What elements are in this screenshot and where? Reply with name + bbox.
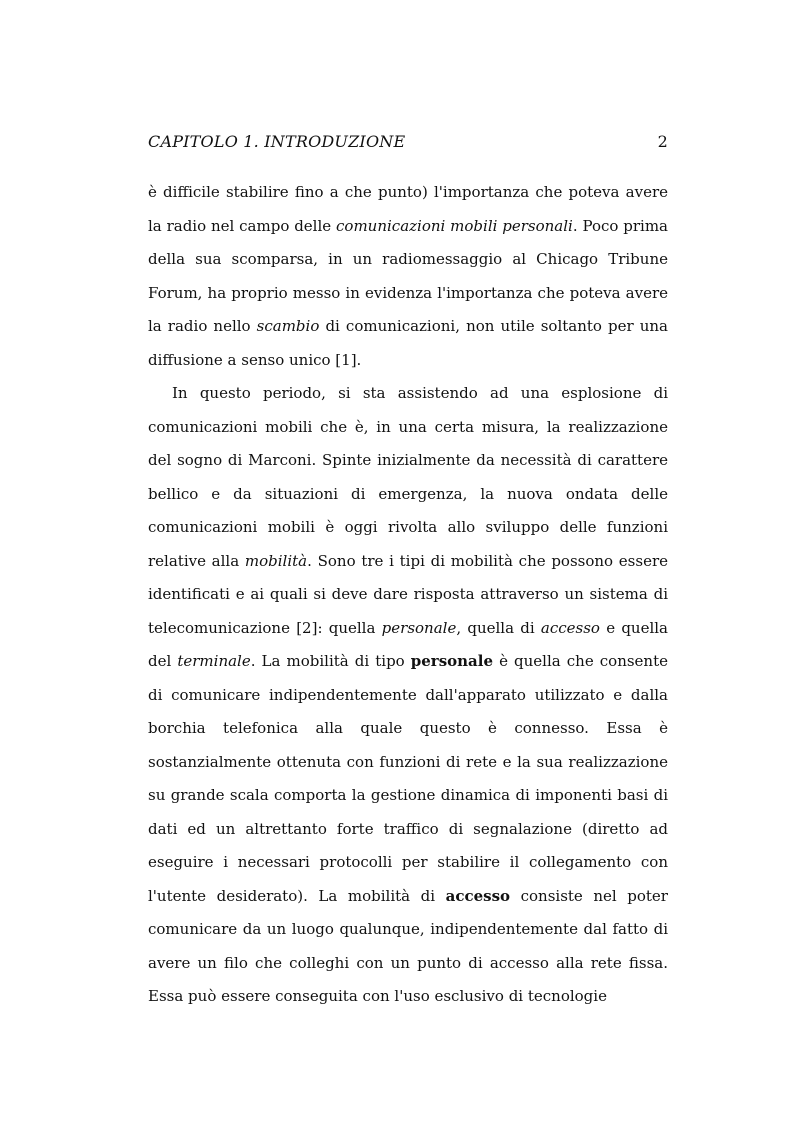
paragraph-2-segment: consiste nel poter comunicare da un luogo qualunque, indipendentemente dal fatto di avere un filo che colleghi con un punto di accesso alla rete fissa. Essa può essere conseguita con l'uso esclusivo di tecnologie	[148, 886, 668, 1005]
paragraph-2-bold-term: accesso	[445, 886, 511, 905]
paragraph-2-segment: , quella di	[456, 618, 541, 637]
paragraph-2-segment: In questo periodo, si sta assistendo ad una esplosione di comunicazioni mobili che è, in una certa misura, la realizzazione del sogno di Marconi. Spinte inizialmente da necessità di carattere bellico e da situazioni di emergenza, la nuova ondata delle comunicazioni mobili è oggi rivolta allo sviluppo delle funzioni relative alla	[148, 384, 668, 570]
paragraph-2-italic-term: terminale	[177, 652, 251, 670]
paragraph-2-italic-term: mobilità	[244, 551, 308, 570]
running-head	[148, 132, 668, 154]
paragraph-1	[148, 176, 668, 377]
paragraph-2-segment: . La mobilità di tipo	[250, 652, 411, 670]
paragraph-2-italic-term: accesso	[540, 618, 600, 637]
paragraph-2	[148, 377, 668, 1014]
paragraph-2-segment: è quella che consente di comunicare indipendentemente dall'apparato utilizzato e dalla borchia telefonica alla quale questo è connesso. Essa è sostanzialmente ottenuta con funzioni di rete e la sua realizzazione su grande scala comporta la gestione dinamica di imponenti basi di dati ed un altrettanto forte traffico di segnalazione (diretto ad eseguire i necessari protocolli per stabilire il collegamento con l'utente desiderato). La mobilità di	[148, 652, 668, 905]
paragraph-1-segment: è difficile stabilire fino a che punto) l'importanza che poteva avere la radio nel campo delle	[148, 183, 668, 235]
page-number: 2	[657, 132, 668, 151]
paragraph-2-bold-term: personale	[410, 652, 494, 670]
paragraph-1-segment: . Poco prima della sua scomparsa, in un radiomessaggio al Chicago Tribune Forum, ha proprio messo in evidenza l'importanza che poteva avere la radio nello	[148, 216, 668, 335]
chapter-title: CAPITOLO 1. INTRODUZIONE	[148, 132, 406, 151]
paragraph-2-italic-term: personale	[381, 618, 457, 637]
paragraph-1-segment: di comunicazioni, non utile soltanto per una diffusione a senso unico [1].	[148, 317, 668, 369]
paragraph-1-italic-term: comunicazioni mobili personali	[336, 216, 573, 235]
paragraph-2-segment: e quella del	[148, 618, 669, 670]
body-text	[148, 176, 668, 1014]
paragraph-1-italic-term: scambio	[256, 317, 320, 335]
paragraph-2-segment: . Sono tre i tipi di mobilità che possono essere identificati e ai quali si deve dare risposta attraverso un sistema di telecomunicazione [2]: quella	[148, 551, 668, 637]
